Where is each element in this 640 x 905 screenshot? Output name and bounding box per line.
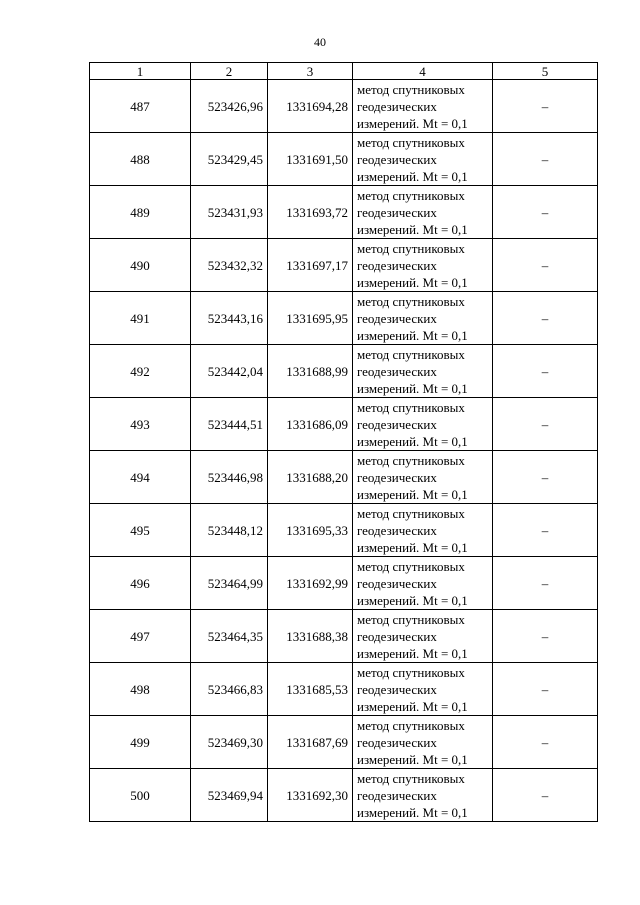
coord-y-cell: 1331692,99 bbox=[268, 557, 353, 610]
header-col-4: 4 bbox=[353, 63, 493, 80]
note-cell: – bbox=[493, 663, 598, 716]
note-cell: – bbox=[493, 610, 598, 663]
method-cell: метод спутниковых геодезических измерений. Mt = 0,1 bbox=[353, 504, 493, 557]
note-cell: – bbox=[493, 345, 598, 398]
method-cell: метод спутниковых геодезических измерений. Mt = 0,1 bbox=[353, 239, 493, 292]
method-cell: метод спутниковых геодезических измерений. Mt = 0,1 bbox=[353, 80, 493, 133]
coord-x-cell: 523446,98 bbox=[191, 451, 268, 504]
method-cell: метод спутниковых геодезических измерений. Mt = 0,1 bbox=[353, 292, 493, 345]
coord-x-cell: 523444,51 bbox=[191, 398, 268, 451]
point-number-cell: 495 bbox=[90, 504, 191, 557]
point-number-cell: 493 bbox=[90, 398, 191, 451]
note-cell: – bbox=[493, 398, 598, 451]
coord-y-cell: 1331697,17 bbox=[268, 239, 353, 292]
coord-x-cell: 523429,45 bbox=[191, 133, 268, 186]
point-number-cell: 490 bbox=[90, 239, 191, 292]
table-row bbox=[90, 663, 598, 716]
header-col-2: 2 bbox=[191, 63, 268, 80]
method-cell: метод спутниковых геодезических измерений. Mt = 0,1 bbox=[353, 557, 493, 610]
coord-x-cell: 523448,12 bbox=[191, 504, 268, 557]
coord-y-cell: 1331695,33 bbox=[268, 504, 353, 557]
point-number-cell: 494 bbox=[90, 451, 191, 504]
method-cell: метод спутниковых геодезических измерений. Mt = 0,1 bbox=[353, 451, 493, 504]
table-row bbox=[90, 80, 598, 133]
note-cell: – bbox=[493, 186, 598, 239]
coord-y-cell: 1331688,38 bbox=[268, 610, 353, 663]
note-cell: – bbox=[493, 80, 598, 133]
point-number-cell: 489 bbox=[90, 186, 191, 239]
coord-y-cell: 1331692,30 bbox=[268, 769, 353, 822]
table-row bbox=[90, 716, 598, 769]
note-cell: – bbox=[493, 716, 598, 769]
coord-x-cell: 523432,32 bbox=[191, 239, 268, 292]
point-number-cell: 499 bbox=[90, 716, 191, 769]
table-row bbox=[90, 504, 598, 557]
coord-x-cell: 523442,04 bbox=[191, 345, 268, 398]
coord-y-cell: 1331688,20 bbox=[268, 451, 353, 504]
coord-x-cell: 523466,83 bbox=[191, 663, 268, 716]
coord-x-cell: 523431,93 bbox=[191, 186, 268, 239]
coord-x-cell: 523469,30 bbox=[191, 716, 268, 769]
coord-y-cell: 1331693,72 bbox=[268, 186, 353, 239]
point-number-cell: 497 bbox=[90, 610, 191, 663]
coord-y-cell: 1331686,09 bbox=[268, 398, 353, 451]
table-row bbox=[90, 610, 598, 663]
coord-y-cell: 1331685,53 bbox=[268, 663, 353, 716]
coord-y-cell: 1331695,95 bbox=[268, 292, 353, 345]
point-number-cell: 491 bbox=[90, 292, 191, 345]
coord-x-cell: 523443,16 bbox=[191, 292, 268, 345]
page-number: 40 bbox=[314, 35, 326, 49]
coord-y-cell: 1331687,69 bbox=[268, 716, 353, 769]
coord-y-cell: 1331688,99 bbox=[268, 345, 353, 398]
table-row bbox=[90, 292, 598, 345]
note-cell: – bbox=[493, 451, 598, 504]
table-row bbox=[90, 133, 598, 186]
header-col-5: 5 bbox=[493, 63, 598, 80]
note-cell: – bbox=[493, 133, 598, 186]
method-cell: метод спутниковых геодезических измерений. Mt = 0,1 bbox=[353, 610, 493, 663]
coord-x-cell: 523469,94 bbox=[191, 769, 268, 822]
header-col-1: 1 bbox=[90, 63, 191, 80]
point-number-cell: 487 bbox=[90, 80, 191, 133]
table-row bbox=[90, 557, 598, 610]
header-row bbox=[90, 63, 598, 80]
point-number-cell: 498 bbox=[90, 663, 191, 716]
point-number-cell: 500 bbox=[90, 769, 191, 822]
coord-x-cell: 523426,96 bbox=[191, 80, 268, 133]
method-cell: метод спутниковых геодезических измерений. Mt = 0,1 bbox=[353, 133, 493, 186]
table-row bbox=[90, 451, 598, 504]
method-cell: метод спутниковых геодезических измерений. Mt = 0,1 bbox=[353, 769, 493, 822]
header-col-3: 3 bbox=[268, 63, 353, 80]
method-cell: метод спутниковых геодезических измерений. Mt = 0,1 bbox=[353, 398, 493, 451]
note-cell: – bbox=[493, 557, 598, 610]
note-cell: – bbox=[493, 504, 598, 557]
method-cell: метод спутниковых геодезических измерений. Mt = 0,1 bbox=[353, 663, 493, 716]
note-cell: – bbox=[493, 769, 598, 822]
point-number-cell: 492 bbox=[90, 345, 191, 398]
table-row bbox=[90, 345, 598, 398]
table-row bbox=[90, 186, 598, 239]
point-number-cell: 488 bbox=[90, 133, 191, 186]
coord-x-cell: 523464,35 bbox=[191, 610, 268, 663]
note-cell: – bbox=[493, 292, 598, 345]
method-cell: метод спутниковых геодезических измерений. Mt = 0,1 bbox=[353, 186, 493, 239]
coord-y-cell: 1331691,50 bbox=[268, 133, 353, 186]
point-number-cell: 496 bbox=[90, 557, 191, 610]
note-cell: – bbox=[493, 239, 598, 292]
coord-y-cell: 1331694,28 bbox=[268, 80, 353, 133]
table-row bbox=[90, 239, 598, 292]
method-cell: метод спутниковых геодезических измерений. Mt = 0,1 bbox=[353, 345, 493, 398]
coord-x-cell: 523464,99 bbox=[191, 557, 268, 610]
coordinates-table bbox=[89, 62, 598, 822]
table-row bbox=[90, 769, 598, 822]
method-cell: метод спутниковых геодезических измерений. Mt = 0,1 bbox=[353, 716, 493, 769]
table-row bbox=[90, 398, 598, 451]
